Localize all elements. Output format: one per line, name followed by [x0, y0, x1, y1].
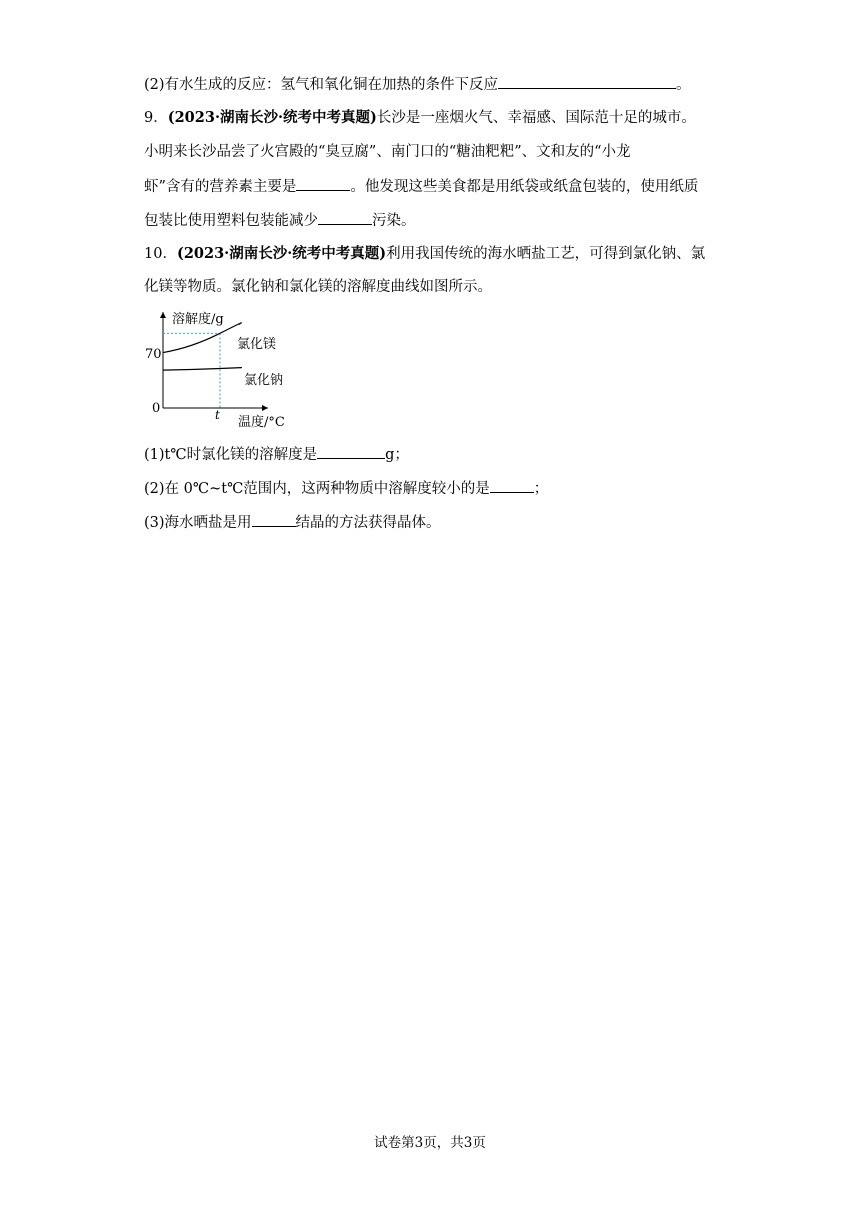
- q10-line1-text: 利用我国传统的海水晒盐工艺，可得到氯化钠、氯: [386, 246, 706, 262]
- q10-part1-text-b: g；: [385, 447, 409, 463]
- q8-part2-end: 。: [676, 77, 691, 93]
- q9-line3-text-a: 虾”含有的营养素主要是: [144, 179, 297, 195]
- q10-smaller-solubility-blank[interactable]: [490, 478, 534, 493]
- q10-part1-text-a: (1)t℃时氯化镁的溶解度是: [144, 447, 318, 463]
- y-tick-label-0: 0: [152, 401, 161, 416]
- q9-line2-text: 小明来长沙品尝了火宫殿的“臭豆腐”、南门口的“糖油粑粑”、文和友的“小龙: [144, 144, 631, 160]
- q10-part3-line: [144, 512, 441, 533]
- q10-line1: [144, 244, 705, 264]
- q9-line1: [144, 108, 696, 128]
- q10-part3-text-b: 结晶的方法获得晶体。: [295, 515, 441, 531]
- q9-pollution-blank[interactable]: [318, 210, 372, 225]
- q10-part1-line: [144, 444, 409, 465]
- series-line-sodium-chloride: [163, 368, 241, 371]
- q10-part2-text-b: ；: [533, 481, 549, 497]
- q9-line4: [144, 210, 416, 231]
- q10-number: 10．: [144, 246, 177, 262]
- q9-line4-text-a: 包装比使用塑料包装能减少: [144, 213, 318, 229]
- q9-line4-text-b: 污染。: [372, 213, 416, 229]
- solubility-chart: [144, 306, 304, 432]
- q10-line2: [144, 277, 492, 297]
- q9-line1-text: 长沙是一座烟火气、幸福感、国际范十足的城市。: [376, 110, 696, 126]
- series-label-magnesium-chloride: 氯化镁: [237, 337, 277, 352]
- q8-part2-line: [144, 74, 691, 95]
- q8-part2-text: (2)有水生成的反应：氢气和氧化铜在加热的条件下反应: [144, 77, 499, 93]
- q10-part3-text-a: (3)海水晒盐是用: [144, 515, 252, 531]
- x-tick-label-t: t: [215, 408, 220, 422]
- q10-solubility-blank[interactable]: [317, 444, 385, 459]
- series-label-sodium-chloride: 氯化钠: [244, 373, 284, 388]
- q9-source: (2023·湖南长沙·统考中考真题): [167, 109, 377, 126]
- q9-number: 9．: [144, 110, 168, 126]
- y-axis-label: 溶解度/g: [172, 312, 224, 327]
- q10-source: (2023·湖南长沙·统考中考真题): [176, 245, 387, 262]
- x-axis-label: 温度/°C: [238, 415, 285, 430]
- series-line-magnesium-chloride: [163, 323, 241, 353]
- q10-part2-text-a: (2)在 0℃~t℃范围内，这两种物质中溶解度较小的是: [144, 481, 490, 497]
- q8-part2-answer-blank[interactable]: [498, 74, 676, 89]
- q10-line2-text: 化镁等物质。氯化钠和氯化镁的溶解度曲线如图所示。: [144, 279, 492, 295]
- q9-line3-text-b: 。他发现这些美食都是用纸袋或纸盒包装的，使用纸质: [350, 179, 699, 195]
- y-tick-label-70: 70: [145, 347, 162, 362]
- q9-nutrient-blank[interactable]: [296, 176, 350, 191]
- q9-line2: [144, 142, 631, 162]
- page-footer: 试卷第3页，共3页: [374, 1135, 486, 1151]
- q10-crystallization-blank[interactable]: [252, 512, 296, 527]
- q10-part2-line: [144, 478, 548, 499]
- q9-line3: [144, 176, 698, 197]
